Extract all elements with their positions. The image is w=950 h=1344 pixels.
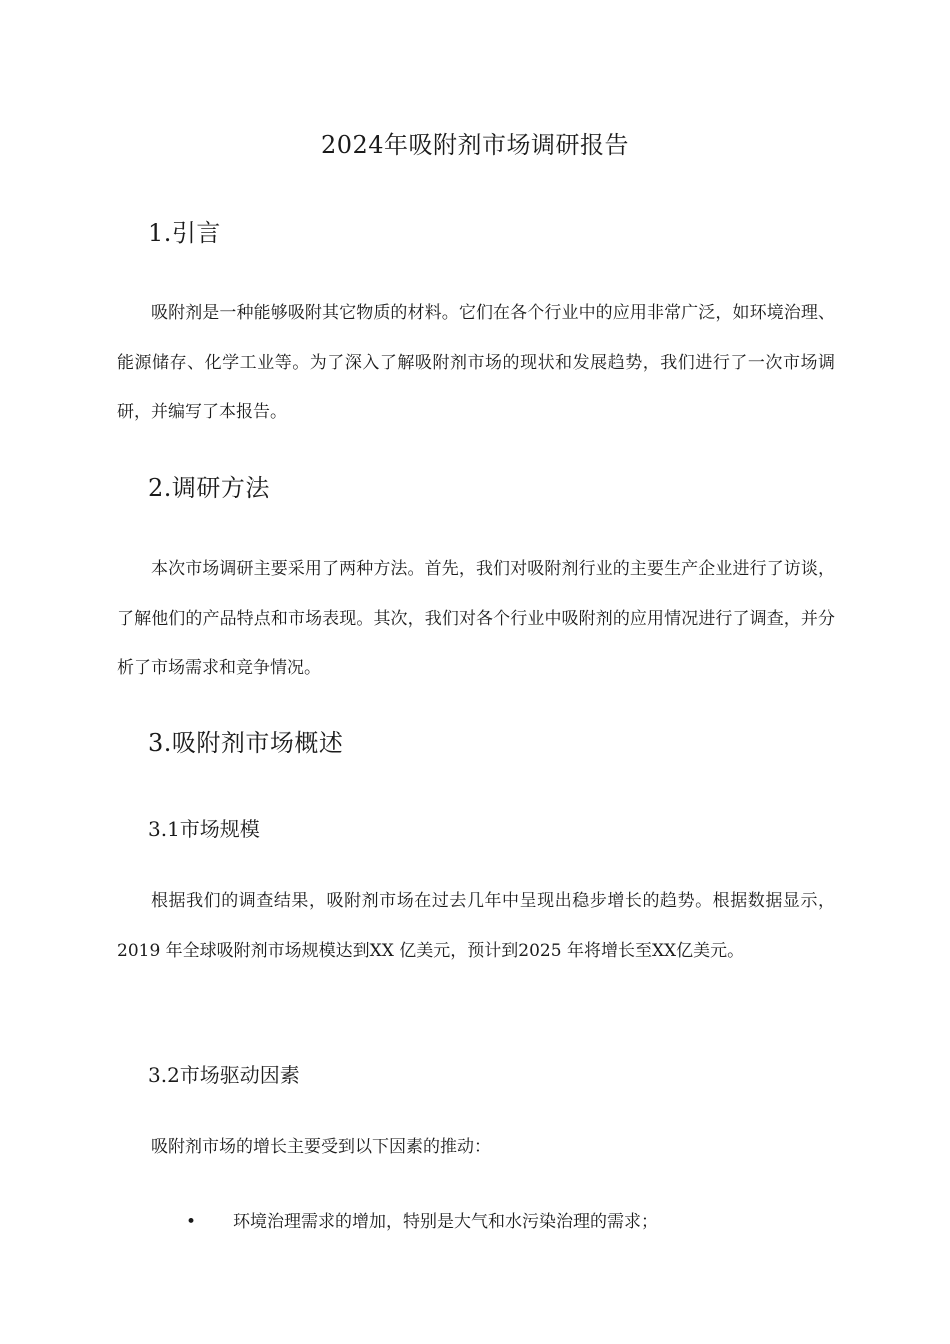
section-heading-overview: 3.吸附剂市场概述: [148, 729, 344, 757]
method-paragraph: 本次市场调研主要采用了两种方法。首先，我们对吸附剂行业的主要生产企业进行了访谈，了解他们的产品特点和市场表现。其次，我们对各个行业中吸附剂的应用情况进行了调查，并分析了市场需求和竞争情况。: [117, 559, 835, 678]
list-item-text: 环境治理需求的增加，特别是大气和水污染治理的需求；: [233, 1212, 658, 1232]
intro-paragraph: 吸附剂是一种能够吸附其它物质的材料。它们在各个行业中的应用非常广泛，如环境治理、能源储存、化学工业等。为了深入了解吸附剂市场的现状和发展趋势，我们进行了一次市场调研，并编写了本报告。: [117, 303, 835, 422]
subsection-heading-market-drivers: 3.2市场驱动因素: [148, 1063, 300, 1087]
section-heading-method: 2.调研方法: [148, 474, 270, 502]
subsection-heading-market-size: 3.1市场规模: [148, 817, 260, 841]
market-drivers-paragraph: 吸附剂市场的增长主要受到以下因素的推动：: [151, 1137, 491, 1157]
document-title: 2024年吸附剂市场调研报告: [320, 131, 630, 159]
bullet-icon: •: [186, 1212, 197, 1232]
section-heading-intro: 1.引言: [148, 219, 221, 247]
market-size-paragraph: 根据我们的调查结果，吸附剂市场在过去几年中呈现出稳步增长的趋势。根据数据显示，2019 年全球吸附剂市场规模达到XX 亿美元，预计到2025 年将增长至XX亿美元。: [117, 891, 835, 961]
